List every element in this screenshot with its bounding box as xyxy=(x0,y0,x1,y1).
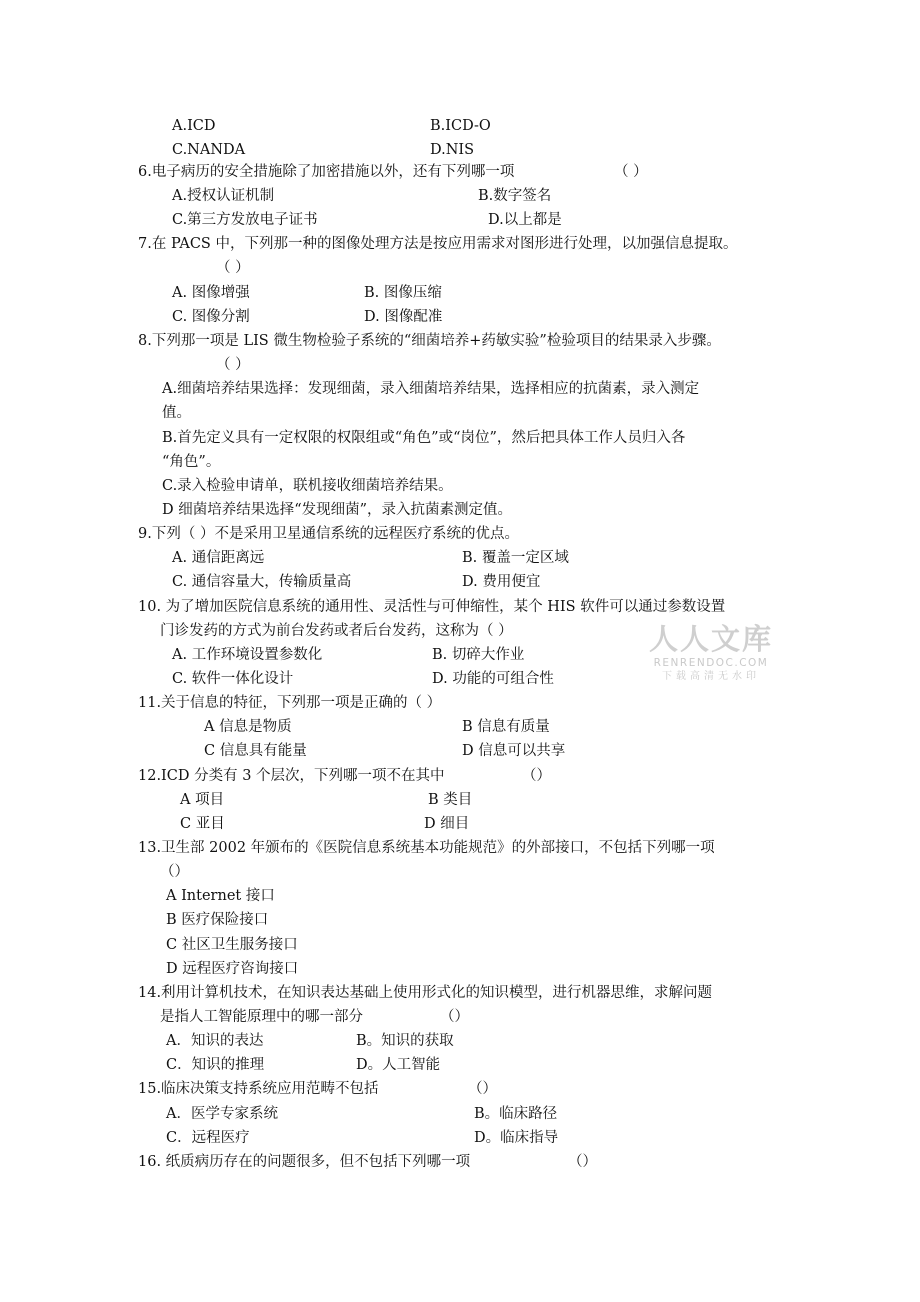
text-line: 8.下列那一项是 LIS 微生物检验子系统的“细菌培养+药敏实验”检验项目的结果录入步骤。 xyxy=(138,333,721,349)
text-line: 10. 为了增加医院信息系统的通用性、灵活性与可伸缩性，某个 HIS 软件可以通过参数设置 xyxy=(138,599,726,615)
text-line: 16. 纸质病历存在的问题很多，但不包括下列哪一项 xyxy=(138,1154,471,1170)
text-line: （ ） xyxy=(216,260,250,276)
text-line: B。知识的获取 xyxy=(356,1033,454,1049)
text-line: A．医学专家系统 xyxy=(166,1106,278,1122)
text-line: D。人工智能 xyxy=(356,1057,441,1073)
text-line: 12.ICD 分类有 3 个层次，下列哪一项不在其中 xyxy=(138,768,445,784)
text-line: D. 费用便宜 xyxy=(462,574,541,590)
text-line: C.第三方发放电子证书 xyxy=(172,212,318,228)
text-line: A. 图像增强 xyxy=(172,285,250,301)
text-line: D 远程医疗咨询接口 xyxy=(166,961,299,977)
text-line: 13.卫生部 2002 年颁布的《医院信息系统基本功能规范》的外部接口，不包括下列哪一项 xyxy=(138,840,715,856)
text-line: A.ICD xyxy=(172,118,216,134)
text-line: B. 图像压缩 xyxy=(364,285,442,301)
text-line: A.授权认证机制 xyxy=(172,188,275,204)
text-line: “角色”。 xyxy=(162,454,221,470)
text-line: B.数字签名 xyxy=(478,188,552,204)
text-line: A Internet 接口 xyxy=(166,888,275,904)
text-line: C 亚目 xyxy=(180,816,225,832)
text-line: 6.电子病历的安全措施除了加密措施以外，还有下列哪一项 xyxy=(138,164,515,180)
text-line: A.细菌培养结果选择：发现细菌，录入细菌培养结果，选择相应的抗菌素，录入测定 xyxy=(162,381,700,397)
text-line: D 细菌培养结果选择“发现细菌”，录入抗菌素测定值。 xyxy=(162,502,513,518)
text-line: C.NANDA xyxy=(172,142,246,158)
text-line: （ ） xyxy=(216,357,250,373)
text-line: D. 功能的可组合性 xyxy=(432,671,554,687)
text-line: 15.临床决策支持系统应用范畴不包括 xyxy=(138,1081,379,1097)
text-line: A. 通信距离远 xyxy=(172,550,265,566)
text-line: D。临床指导 xyxy=(474,1130,559,1146)
text-line: （） xyxy=(160,864,189,880)
text-line: D 细目 xyxy=(424,816,470,832)
text-line: B.ICD-O xyxy=(430,118,491,134)
text-line: 7.在 PACS 中，下列那一种的图像处理方法是按应用需求对图形进行处理，以加强信息提取。 xyxy=(138,236,738,252)
text-line: （） xyxy=(468,1081,497,1097)
text-line: A 信息是物质 xyxy=(204,719,292,735)
text-line: B. 切碎大作业 xyxy=(432,647,525,663)
text-line: B 医疗保险接口 xyxy=(166,912,269,928)
text-line: 门诊发药的方式为前台发药或者后台发药，这称为（ ） xyxy=(160,623,513,639)
text-line: B. 覆盖一定区域 xyxy=(462,550,569,566)
text-line: B。临床路径 xyxy=(474,1106,558,1122)
text-line: D. 图像配准 xyxy=(364,309,443,325)
text-line: A 项目 xyxy=(180,792,225,808)
text-line: D 信息可以共享 xyxy=(462,743,566,759)
text-line: （） xyxy=(440,1009,469,1025)
text-line: （ ） xyxy=(614,164,648,180)
text-line: B 信息有质量 xyxy=(462,719,550,735)
text-line: C. 软件一体化设计 xyxy=(172,671,294,687)
text-line: D.以上都是 xyxy=(488,212,562,228)
watermark-main-text: 人人文库 xyxy=(648,622,773,656)
text-line: 14.利用计算机技术，在知识表达基础上使用形式化的知识模型，进行机器思维，求解问题 xyxy=(138,985,713,1001)
watermark-logo xyxy=(646,622,776,684)
text-line: C.录入检验申请单，联机接收细菌培养结果。 xyxy=(162,478,453,494)
text-line: 11.关于信息的特征，下列那一项是正确的（ ） xyxy=(138,695,442,711)
text-line: D.NIS xyxy=(430,142,475,158)
text-line: 值。 xyxy=(162,405,191,421)
text-line: C. 通信容量大，传输质量高 xyxy=(172,574,352,590)
text-line: C. 图像分割 xyxy=(172,309,250,325)
watermark-slogan-text: 下载高清无水印 xyxy=(662,671,760,682)
text-line: B.首先定义具有一定权限的权限组或“角色”或“岗位”，然后把具体工作人员归入各 xyxy=(162,430,686,446)
text-line: 是指人工智能原理中的哪一部分 xyxy=(160,1009,363,1025)
text-line: （） xyxy=(568,1154,597,1170)
text-line: （） xyxy=(522,768,551,784)
text-line: C 信息具有能量 xyxy=(204,743,307,759)
text-line: A. 工作环境设置参数化 xyxy=(172,647,323,663)
text-line: C．知识的推理 xyxy=(166,1057,265,1073)
text-line: 9.下列（ ）不是采用卫星通信系统的远程医疗系统的优点。 xyxy=(138,526,519,542)
text-line: B 类目 xyxy=(428,792,473,808)
text-line: C 社区卫生服务接口 xyxy=(166,937,298,953)
text-line: A．知识的表达 xyxy=(166,1033,264,1049)
watermark-site-text: RENRENDOC.COM xyxy=(653,657,769,669)
text-line: C．远程医疗 xyxy=(166,1130,250,1146)
